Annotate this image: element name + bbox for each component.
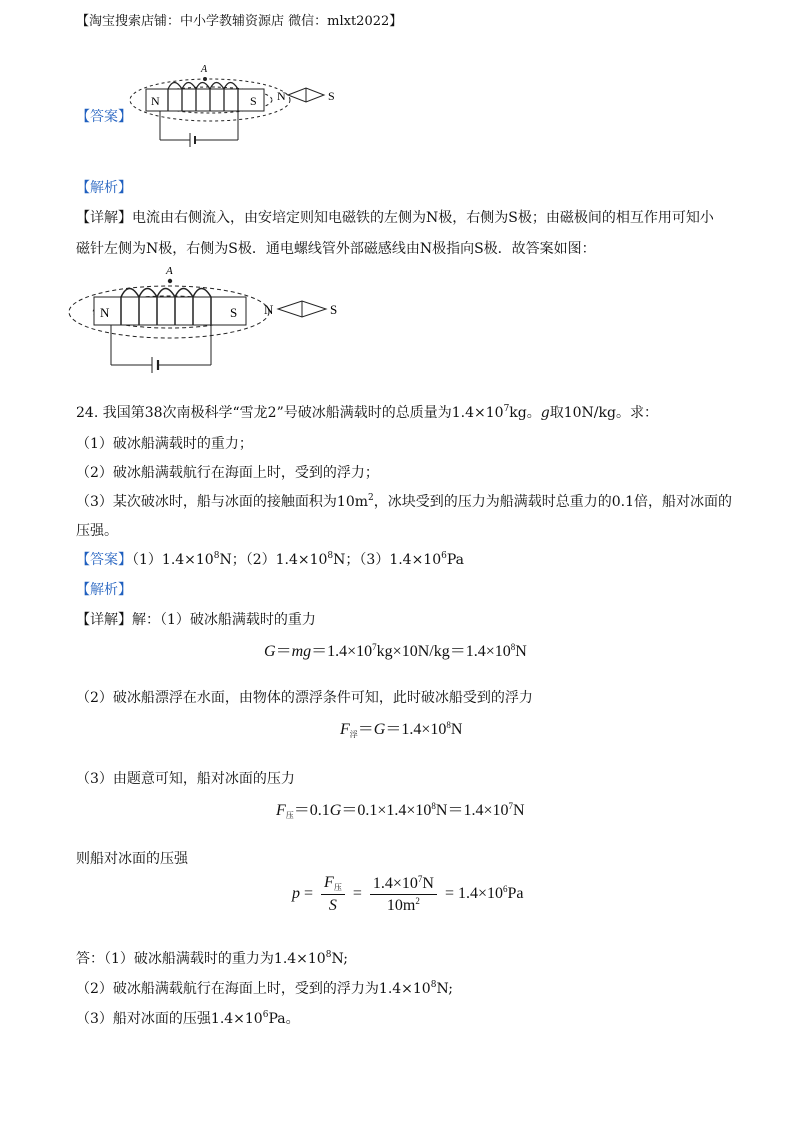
q24-final2: （2）破冰船满载航行在海面上时，受到的浮力为$1.4\times 10^8N$; [76,980,453,997]
q23-answer-diagram [120,60,350,152]
q23-analysis-label: 【解析】 [76,180,132,196]
q24-equation-pressure-force: F压$=0.1G=0.1\times 1.4\times 10^8N=1.4\times 10^7N$ [276,801,525,820]
svg-text:N: N [264,302,274,317]
q23-answer-label: 【答案】 [76,109,132,125]
q24-detail-intro: 【详解】解：（1）破冰船满载时的重力 [76,612,316,628]
svg-text:N: N [151,94,160,108]
svg-text:N: N [100,305,110,320]
q23-detail-line1: 【详解】电流由右侧流入，由安培定则知电磁铁的左侧为N极，右侧为S极；由磁极间的相互作用可知小 [76,210,714,226]
svg-text:A: A [201,64,208,75]
svg-text:S: S [230,305,238,320]
q23-detail-line2: 磁针左侧为N极，右侧为S极．通电螺线管外部磁感线由N极指向S极．故答案如图： [76,241,596,257]
q24-equation-pressure: p = $\frac{\text{F压}}{S}$ = $\frac{1.4\times 10^7N}{10m^2}$ = $1.4\times 10^6Pa$ [292,873,524,914]
page-header: 【淘宝搜索店铺：中小学教辅资源店 微信：mlxt2022】 [76,14,403,29]
svg-text:N: N [277,89,286,103]
q24-sub1: （1）破冰船满载时的重力； [76,436,253,452]
q24-equation-buoyancy: F浮$=G=1.4\times 10^8N$ [340,720,463,739]
q24-analysis-label: 【解析】 [76,582,132,598]
q24-answer-line: 【答案】$(1)1.4\times 10^8N$；$(2)1.4\times 10^8N$；$(3)1.4\times 10^6Pa$ [76,551,464,568]
svg-text:S: S [250,94,257,108]
q24-step4: 则船对冰面的压强 [76,851,188,867]
q24-stem-line1: 24. 我国第38次南极科学“雪龙2”号破冰船满载时的总质量为$1.4\times 10^7kg$。g取10N/kg。求： [76,404,658,421]
q24-step3: （3）由题意可知，船对冰面的压力 [76,771,295,787]
q24-equation-gravity: $G=mg=1.4\times 10^7kg\times 10N/kg=1.4\times 10^8N$ [264,642,527,660]
svg-text:S: S [330,302,338,317]
q24-sub3-line2: 压强。 [76,523,118,539]
q24-sub3-line1: （3）某次破冰时，船与冰面的接触面积为$10m^2$，冰块受到的压力为船满载时总重力的0.1倍，船对冰面的 [76,493,732,510]
q24-final3: （3）船对冰面的压强$1.4\times 10^6Pa$。 [76,1010,300,1027]
q24-final1: 答：（1）破冰船满载时的重力为$1.4\times 10^8N$; [76,950,348,967]
q23-detail-diagram [66,262,366,382]
svg-text:S: S [328,89,335,103]
svg-text:A: A [166,265,173,277]
q24-sub2: （2）破冰船满载航行在海面上时，受到的浮力； [76,465,379,481]
q24-step2: （2）破冰船漂浮在水面，由物体的漂浮条件可知，此时破冰船受到的浮力 [76,690,533,706]
